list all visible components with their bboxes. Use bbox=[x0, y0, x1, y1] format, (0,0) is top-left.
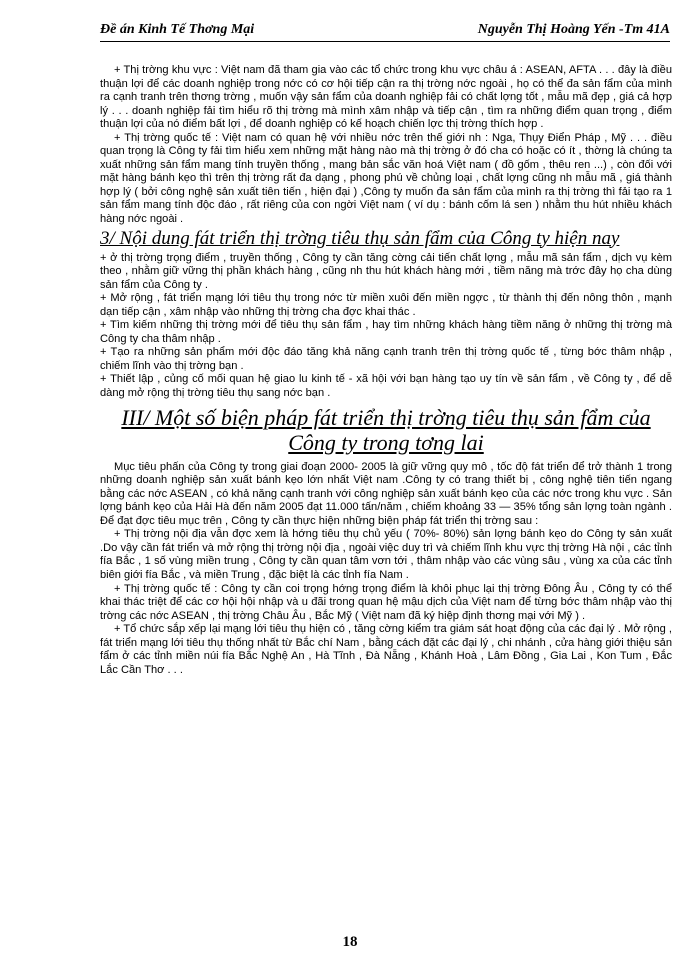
running-header bbox=[100, 22, 670, 42]
paragraph-new-products: + Tạo ra những sản phẩm mới độc đáo tăng khả năng cạnh tranh trên thị trờng quốc tế , từng bớc thâm nhập , chiếm lĩnh vào thị trờng bạn . bbox=[100, 346, 672, 372]
paragraph-key-markets: + ở thị trờng trọng điểm , truyền thống , Công ty cần tăng cờng cải tiến chất lợng , mẫu mã sản fẩm , dịch vụ kèm theo , nhằm giữ vững thị phần khách hàng , cũng nh thu hút khách hàng mới , tiềm năng mà trớc đây họ cha dùng sản fẩm của Công ty . bbox=[100, 251, 672, 291]
paragraph-find-new-markets: + Tìm kiếm những thị trờng mới để tiêu thụ sản fẩm , hay tìm những khách hàng tiềm năng ở những thị trờng mà Công ty cha thâm nhập . bbox=[100, 319, 672, 345]
page-number: 18 bbox=[342, 934, 358, 950]
paragraph-relations: + Thiết lập , củng cố mối quan hệ giao lu kinh tế - xã hội với bạn hàng tạo uy tín về sản fẩm , về Công ty , để dễ dàng mở rộng thị trờng tiêu thụ sang nớc bạn . bbox=[100, 373, 672, 400]
section-heading-3: 3/ Nội dung fát triển thị trờng tiêu thụ sản fẩm của Công ty hiện nay bbox=[100, 227, 620, 249]
paragraph-expand-network: + Mở rộng , fát triển mạng lới tiêu thụ trong nớc từ miền xuôi đến miền ngợc , từ thành thị đến nông thôn , mạnh dạn tiếp cận , xâm nhập vào những thị trờng cha đợc khai thác . bbox=[100, 292, 672, 318]
paragraph-foreign-market: + Thị trờng quốc tế : Công ty cần coi trọng hớng trọng điểm là khôi phục lại thị trờng Đông Âu , Công ty có thể khai thác triệt để các cơ hội hội nhập và u đãi trong quan hệ mậu dịch của Việt nam để từng bớc thâm nhập vào thị trờng các nớc ASEAN , thị trờng Châu Âu , Bắc Mỹ ( Việt nam đã ký hiệp định thơng mại với Mỹ ) . bbox=[100, 582, 672, 622]
paragraph-goals: Mục tiêu phấn của Công ty trong giai đoạn 2000- 2005 là giữ vững quy mô , tốc độ fát triển để trở thành 1 trong những doanh nghiệp sản xuất bánh kẹo lớn nhất Việt nam .Công ty có trang thiết bị , công nghệ tiên tiến ngang bằng các nớc ASEAN , có khả năng cạnh tranh với công nghiệp sản xuất bánh kẹo của các nớc trong khu vực . Sản lợng bánh kẹo của Hải Hà đến năm 2005 đạt 11.000 tấn/năm , chiếm khoảng 33 — 35% tổng sản lợng toàn ngành . Để đạt đợc tiêu mục trên , Công ty cần thực hiện những biện pháp fát triển thị trờng sau : bbox=[100, 460, 672, 527]
paragraph-distribution-network: + Tổ chức sắp xếp lại mạng lới tiêu thụ hiện có , tăng cờng kiểm tra giám sát hoạt động của các đại lý . Mở rộng , fát triển mạng lới tiêu thụ thống nhất từ Bắc chí Nam , bằng cách đặt các đại lý , chi nhánh , cửa hàng giới thiệu sản fẩm ở các tỉnh miền núi fía Bắc Nghệ An , Hà Tĩnh , Đà Nẵng , Khánh Hoà , Lâm Đồng , Gia Lai , Kon Tum , Đắc Lắc Cần Thơ . . . bbox=[100, 623, 672, 676]
header-title: Đề án Kinh Tế Thơng Mại bbox=[100, 22, 255, 37]
header-author: Nguyễn Thị Hoàng Yến -Tm 41A bbox=[477, 22, 670, 37]
paragraph-regional-market: + Thị trờng khu vực : Việt nam đã tham gia vào các tổ chức trong khu vực châu á : ASEAN, AFTA . . . đây là điều thuận lợi để các doanh nghiệp trong nớc có cơ hội tiếp cận ra thị trờng nớc ngoài , họ có thể đa sản fẩm của mình ra cạnh tranh trên thơng trờng , muốn vậy sản fẩm của doanh nghiệp fải có chất lợng tốt , mẫu mã đẹp , giá cả hợp lý . . . doanh nghiệp fải tìm hiểu rõ thị trờng mà mình xâm nhập và tiếp cận , tìm ra những điểm quan trọng , điểm thuận lợi của nó điểm bất lợi , để doanh nghiệp có kế hoạch chiến lợc thị trờng thích hợp . bbox=[100, 64, 672, 131]
section-heading-iii: III/ Một số biện pháp fát triển thị trờng tiêu thụ sản fẩm của Công ty trong tơng lai bbox=[121, 404, 651, 455]
paragraph-domestic-market: + Thị trờng nội địa vẫn đợc xem là hớng tiêu thụ chủ yếu ( 70%- 80%) sản lợng bánh kẹo do Công ty sản xuất .Do vậy cần fát triển và mở rộng thị trờng nội địa , ngoài việc duy trì và chiếm lĩnh khu vực thị trờng Hà nội , các tỉnh fía Bắc , 1 số vùng miền trung , Công ty cần quan tâm vơn tới , thâm nhập vào các vùng sâu , vùng xa của các tỉnh biên giới fía Bắc , và miền Trung , đặc biệt là các tỉnh fía Nam . bbox=[100, 528, 672, 581]
body-text bbox=[100, 64, 672, 677]
paragraph-international-market: + Thị trờng quốc tế : Việt nam có quan hệ với nhiều nớc trên thế giới nh : Nga, Thụy Điển Pháp , Mỹ . . . điều quan trọng là Công ty fải tìm hiểu xem những mặt hàng nào mà thị trờng ở đó cha có hoặc có ít , thờng là chúng ta xuất những sản fẩm mang tính truyền thống , mang bản sắc văn hoá Việt nam ( đồ gốm , thêu ren ...) , còn đối với mặt hàng bánh kẹo thì trên thị trờng rất đa dạng , phong phú về chủng loại , chất lợng cũng nh mẫu mã , giá thành hợp lý ( bởi công nghệ sản xuất tiên tiến , hiện đại ) ,Công ty muốn đa sản fẩm của mình ra thị trờng thì fải tạo ra 1 sản fẩm mang tính độc đáo , rất riêng của con ngời Việt nam ( ví dụ : bánh cốm lá sen ) nhằm thu hút nhiều khách hàng nớc ngoài . bbox=[100, 131, 672, 226]
header-rule bbox=[100, 41, 670, 42]
